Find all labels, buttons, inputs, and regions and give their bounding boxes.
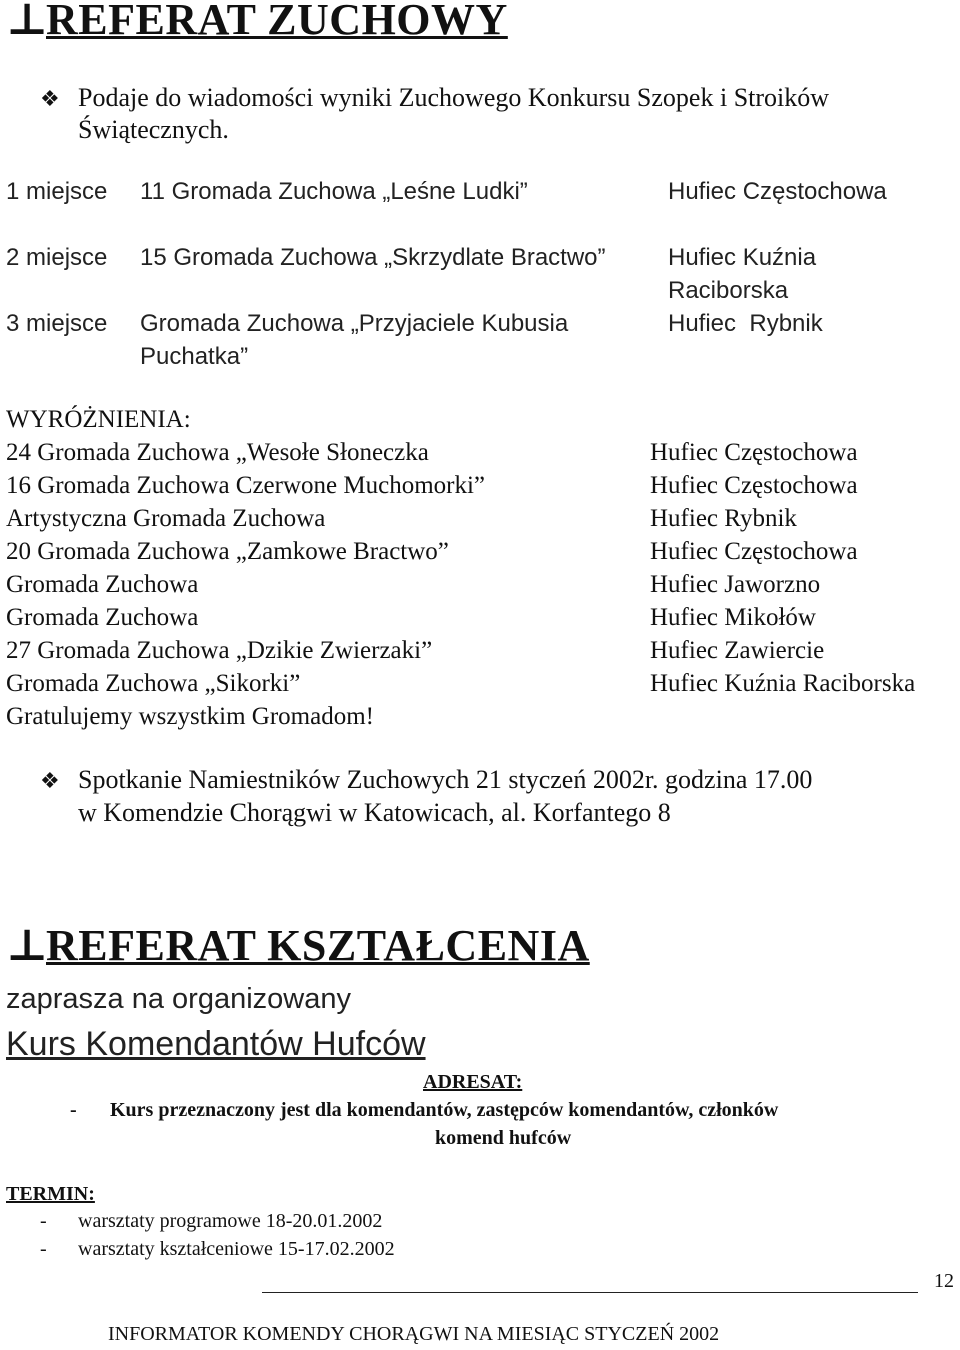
diamond-bullet-icon: ❖ (40, 86, 60, 111)
place-group: 15 Gromada Zuchowa „Skrzydlate Bractwo” (140, 244, 606, 271)
distinction-group: Gromada Zuchowa „Sikorki” (6, 670, 301, 697)
place-unit: Hufiec Rybnik (668, 310, 823, 337)
place-label: 2 miejsce (6, 244, 108, 271)
section1-title: REFERAT ZUCHOWY (46, 0, 508, 44)
place-label: 1 miejsce (6, 178, 108, 205)
distinction-unit: Hufiec Częstochowa (650, 538, 858, 565)
distinction-group: 24 Gromada Zuchowa „Wesołe Słoneczka (6, 439, 429, 466)
course-name: Kurs Komendantów Hufców (6, 1025, 426, 1063)
section1-heading (6, 0, 508, 45)
section2-heading (6, 920, 590, 971)
place-unit-continued: Raciborska (668, 277, 789, 304)
termin-item: warsztaty kształceniowe 15-17.02.2002 (78, 1238, 395, 1260)
place-label: 3 miejsce (6, 310, 108, 337)
distinction-unit: Hufiec Rybnik (650, 505, 797, 532)
footer-text: INFORMATOR KOMENDY CHORĄGWI NA MIESIĄC STYCZEŃ 2002 (108, 1323, 720, 1345)
distinction-group: 20 Gromada Zuchowa „Zamkowe Bractwo” (6, 538, 449, 565)
diamond-bullet-icon: ❖ (40, 768, 60, 793)
distinction-unit: Hufiec Częstochowa (650, 472, 858, 499)
distinction-unit: Hufiec Kuźnia Raciborska (650, 670, 916, 697)
section2-title: REFERAT KSZTAŁCENIA (46, 921, 590, 970)
adresat-label: ADRESAT: (423, 1071, 523, 1093)
distinction-unit: Hufiec Częstochowa (650, 439, 858, 466)
invite-text: zaprasza na organizowany (6, 983, 351, 1015)
announcement-line2: Świątecznych. (78, 115, 229, 144)
place-unit: Hufiec Częstochowa (668, 178, 887, 205)
distinction-group: Gromada Zuchowa (6, 604, 199, 631)
distinctions-header: WYRÓŻNIENIA: (6, 406, 191, 433)
place-group: Gromada Zuchowa „Przyjaciele Kubusia (140, 310, 569, 337)
place-unit: Hufiec Kuźnia (668, 244, 817, 271)
perpendicular-marker-icon: ⊥ (6, 921, 49, 970)
termin-label: TERMIN: (6, 1183, 95, 1205)
place-group-continued: Puchatka” (140, 343, 249, 370)
perpendicular-marker-icon: ⊥ (6, 0, 49, 44)
termin-dash: - (40, 1210, 47, 1232)
distinction-unit: Hufiec Jaworzno (650, 571, 821, 598)
congratulations-text: Gratulujemy wszystkim Gromadom! (6, 703, 374, 730)
distinction-group: 27 Gromada Zuchowa „Dzikie Zwierzaki” (6, 637, 433, 664)
page-number: 12 (934, 1270, 954, 1292)
place-group: 11 Gromada Zuchowa „Leśne Ludki” (140, 178, 528, 205)
adresat-line2: komend hufców (435, 1127, 572, 1149)
distinction-group: Artystyczna Gromada Zuchowa (6, 505, 326, 532)
announcement-line1: Podaje do wiadomości wyniki Zuchowego Konkursu Szopek i Stroików (78, 83, 830, 112)
distinction-group: Gromada Zuchowa (6, 571, 199, 598)
termin-dash: - (40, 1238, 47, 1260)
meeting-line1: Spotkanie Namiestników Zuchowych 21 styczeń 2002r. godzina 17.00 (78, 765, 813, 794)
termin-item: warsztaty programowe 18-20.01.2002 (78, 1210, 383, 1232)
distinction-unit: Hufiec Zawiercie (650, 637, 825, 664)
adresat-line1: Kurs przeznaczony jest dla komendantów, zastępców komendantów, członków (110, 1099, 779, 1121)
footer-divider (262, 1292, 918, 1293)
distinction-unit: Hufiec Mikołów (650, 604, 816, 631)
adresat-dash: - (70, 1099, 77, 1121)
distinction-group: 16 Gromada Zuchowa Czerwone Muchomorki” (6, 472, 486, 499)
meeting-line2: w Komendzie Chorągwi w Katowicach, al. Korfantego 8 (78, 798, 671, 827)
